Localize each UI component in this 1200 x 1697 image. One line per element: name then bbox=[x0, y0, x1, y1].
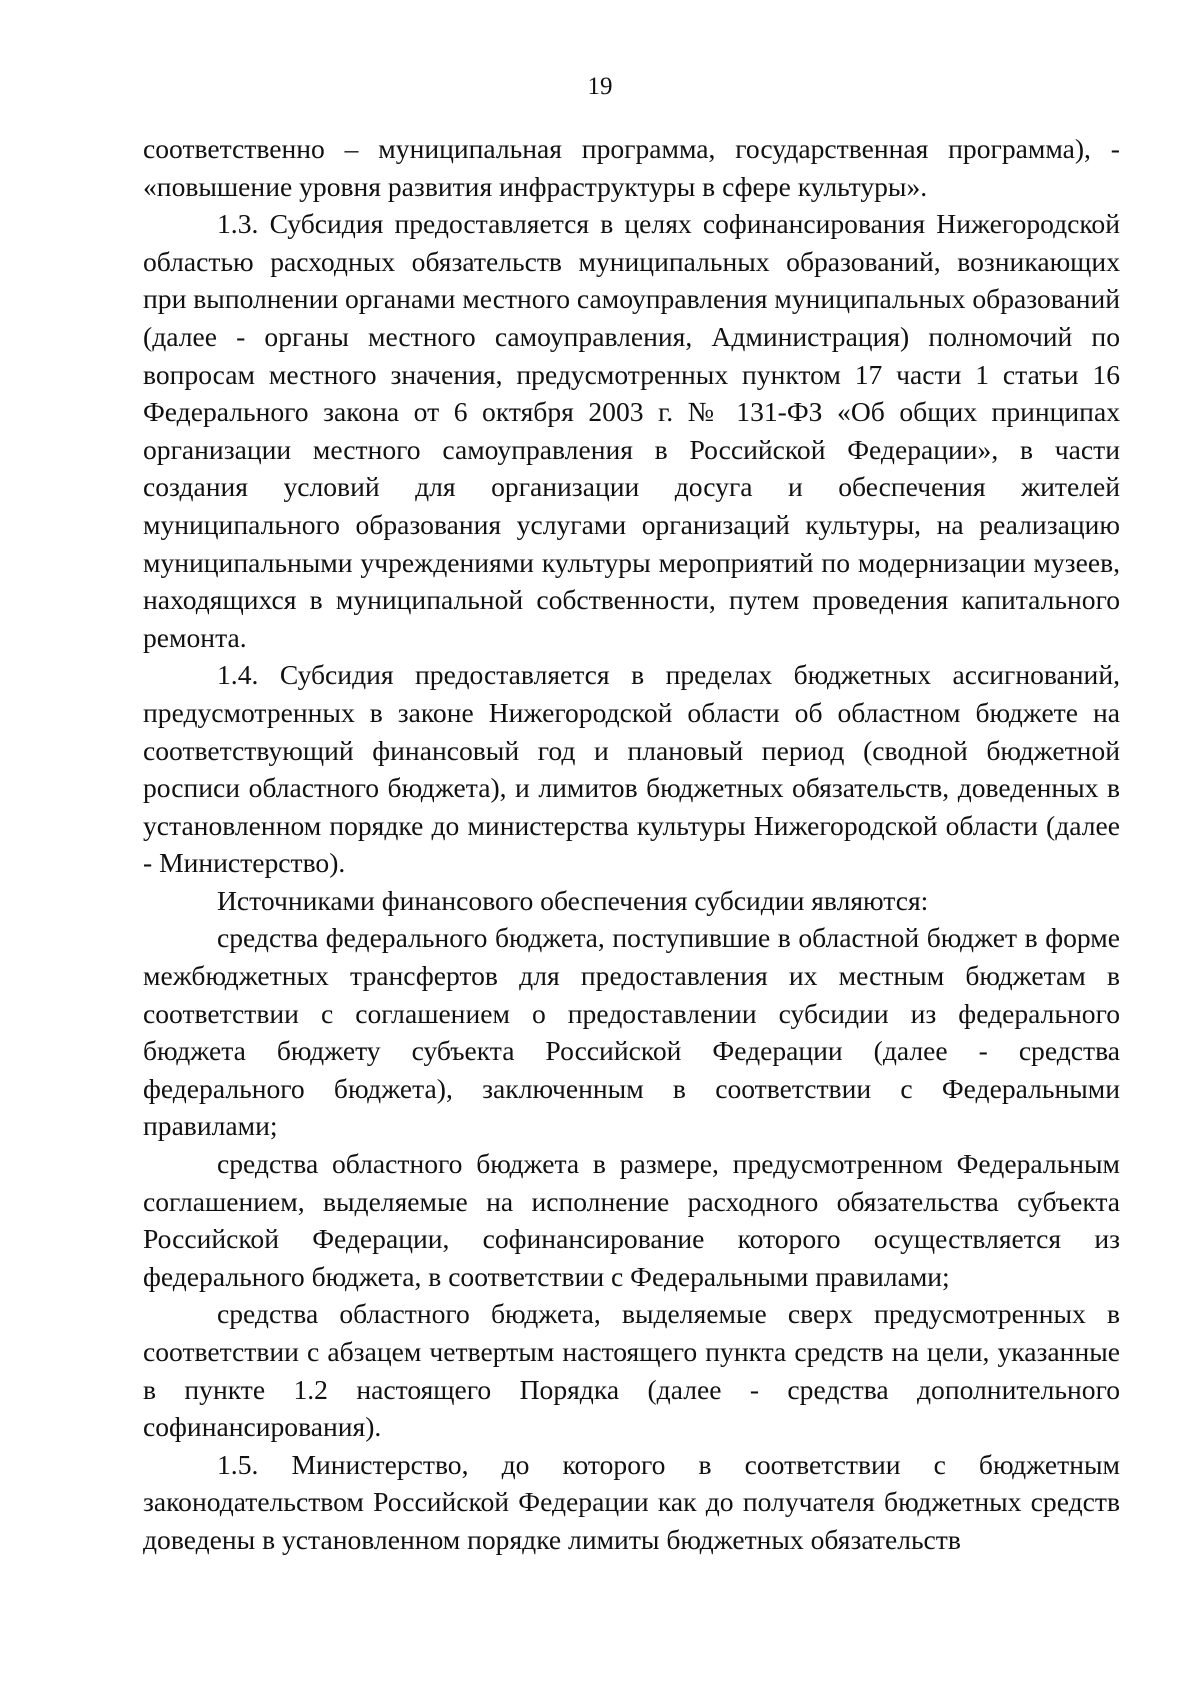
paragraph-additional-funds: средства областного бюджета, выделяемые сверх предусмотренных в соответствии с абзацем четвертым настоящего пункта средств на цели, указанные в пункте 1.2 настоящего Порядка (далее - средства дополнительного софинансирования). bbox=[143, 1298, 1120, 1443]
paragraph-1-5: 1.5. Министерство, до которого в соответствии с бюджетным законодательством Российской Федерации как до получателя бюджетных средств доведены в установленном порядке лимиты бюджетных обязательств bbox=[143, 1448, 1120, 1555]
paragraph-1-4: 1.4. Субсидия предоставляется в пределах бюджетных ассигнований, предусмотренных в законе Нижегородской области об областном бюджете на соответствующий финансовый год и плановый период (сводной бюджетной росписи областного бюджета), и лимитов бюджетных обязательств, доведенных в установленном порядке до министерства культуры Нижегородской области (далее - Министерство). bbox=[143, 659, 1120, 879]
document-body bbox=[143, 130, 1120, 1559]
paragraph-1-3: 1.3. Субсидия предоставляется в целях софинансирования Нижегородской областью расходных обязательств муниципальных образований, возникающих при выполнении органами местного самоуправления муниципальных образований (далее - органы местного самоуправления, Администрация) полномочий по вопросам местного значения, предусмотренных пунктом 17 части 1 статьи 16 Федерального закона от 6 октября 2003 г. № 131-ФЗ «Об общих принципах организации местного самоуправления в Российской Федерации», в части создания условий для организации досуга и обеспечения жителей муниципального образования услугами организаций культуры, на реализацию муниципальными учреждениями культуры мероприятий по модернизации музеев, находящихся в муниципальной собственности, путем проведения капитального ремонта. bbox=[143, 208, 1120, 653]
paragraph-funding-sources: Источниками финансового обеспечения субсидии являются: bbox=[217, 884, 929, 916]
paragraph-regional-funds: средства областного бюджета в размере, предусмотренном Федеральным соглашением, выделяемые на исполнение расходного обязательства субъекта Российской Федерации, софинансирование которого осуществляется из федерального бюджета, в соответствии с Федеральными правилами; bbox=[143, 1148, 1120, 1292]
paragraph-federal-funds: средства федерального бюджета, поступившие в областной бюджет в форме межбюджетных трансфертов для предоставления их местным бюджетам в соответствии с соглашением о предоставлении субсидии из федерального бюджета бюджету субъекта Российской Федерации (далее - средства федерального бюджета), заключенным в соответствии с Федеральными правилами; bbox=[143, 922, 1120, 1142]
paragraph-continuation: соответственно – муниципальная программа, государственная программа), - «повышение уровня развития инфраструктуры в сфере культуры». bbox=[143, 133, 1120, 202]
page-number: 19 bbox=[587, 73, 613, 100]
